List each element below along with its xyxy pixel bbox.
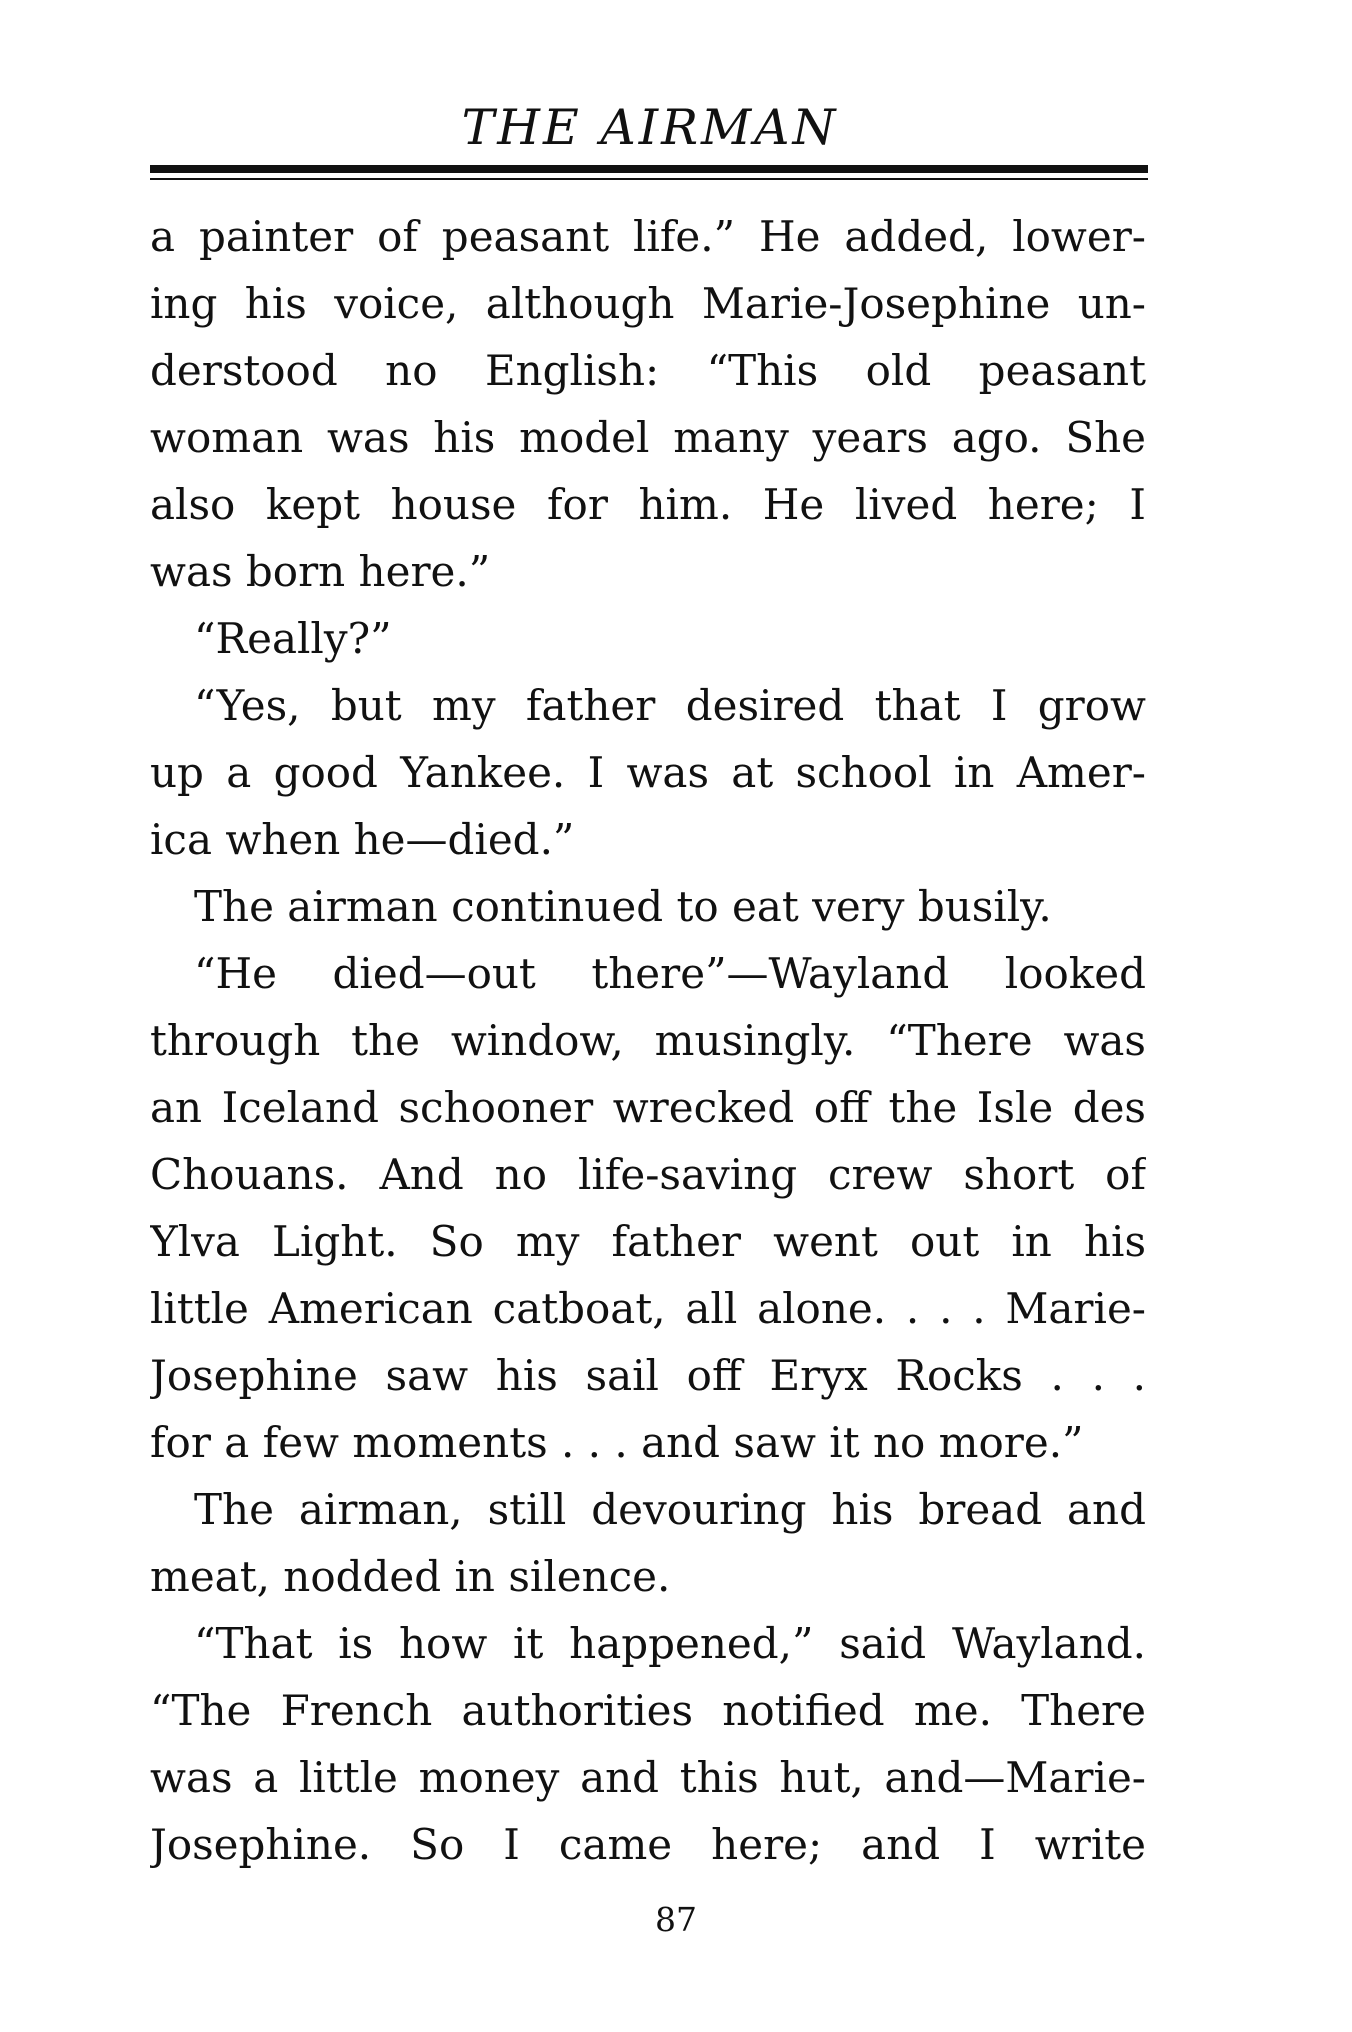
text-line: Chouans. And no life-saving crew short of <box>150 1150 1146 1199</box>
text-line: meat, nodded in silence. <box>150 1552 671 1601</box>
text-line: an Iceland schooner wrecked off the Isle des <box>150 1083 1146 1132</box>
running-head: THE AIRMAN <box>461 99 839 156</box>
text-line: “He died—out there”—Wayland looked <box>194 949 1146 998</box>
text-line: The airman continued to eat very busily. <box>194 882 1052 931</box>
text-line: Josephine. So I came here; and I write <box>150 1820 1146 1869</box>
text-line: “That is how it happened,” said Wayland. <box>194 1619 1146 1668</box>
text-line: also kept house for him. He lived here; I <box>150 480 1146 529</box>
text-line: woman was his model many years ago. She <box>150 413 1146 462</box>
text-line: Josephine saw his sail off Eryx Rocks . . . <box>150 1351 1146 1400</box>
text-line: derstood no English: “This old peasant <box>150 346 1146 395</box>
body-text <box>150 203 1146 1878</box>
header-rule-thin <box>150 178 1148 180</box>
text-line: was a little money and this hut, and—Marie- <box>150 1753 1146 1802</box>
text-line: “The French authorities notified me. There <box>150 1686 1146 1735</box>
text-line: “Really?” <box>194 614 392 663</box>
text-line: through the window, musingly. “There was <box>150 1016 1146 1065</box>
text-line: ica when he—died.” <box>150 815 575 864</box>
text-line: ing his voice, although Marie-Josephine un- <box>150 279 1146 328</box>
page-number: 87 <box>655 1900 697 1939</box>
text-line: for a few moments . . . and saw it no more.” <box>150 1418 1084 1467</box>
text-line: up a good Yankee. I was at school in Amer- <box>150 748 1146 797</box>
text-line: a painter of peasant life.” He added, lower- <box>150 212 1146 261</box>
header-rule-thick <box>150 165 1148 173</box>
text-line: Ylva Light. So my father went out in his <box>150 1217 1146 1266</box>
text-line: little American catboat, all alone. . . . Marie- <box>150 1284 1146 1333</box>
text-line: was born here.” <box>150 547 491 596</box>
text-line: “Yes, but my father desired that I grow <box>194 681 1146 730</box>
text-line: The airman, still devouring his bread and <box>194 1485 1146 1534</box>
